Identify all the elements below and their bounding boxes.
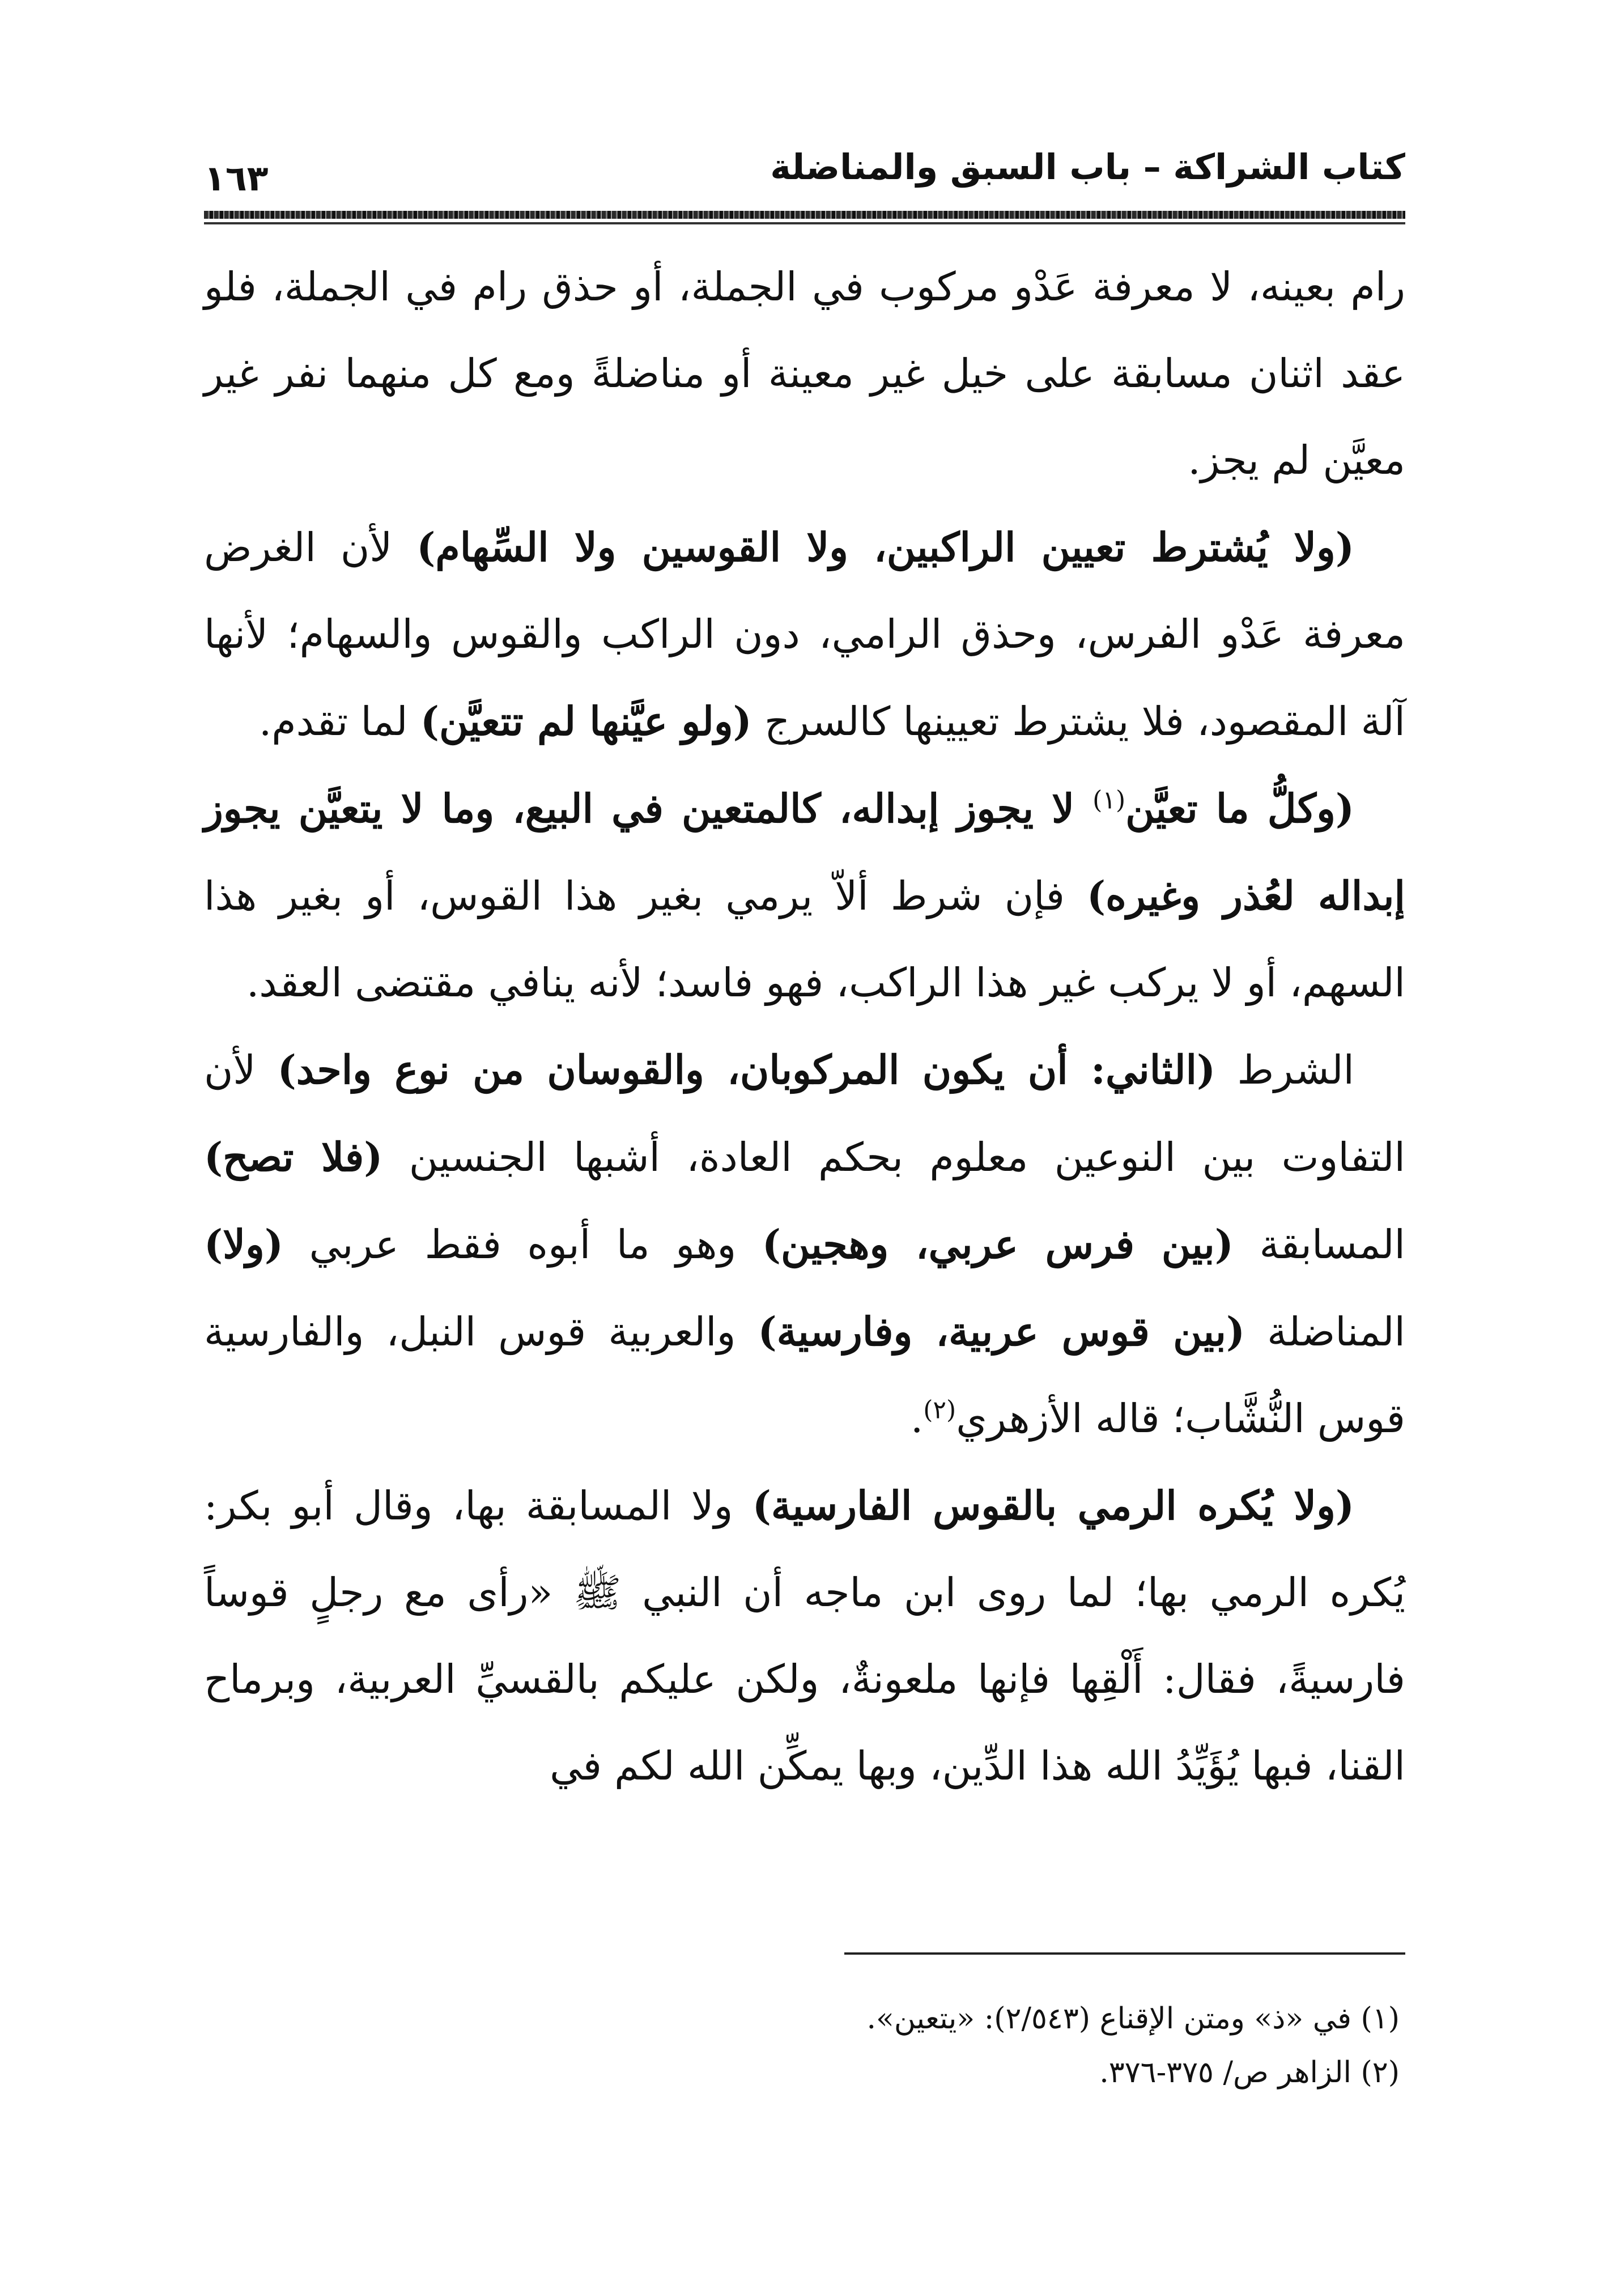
footnote: (٢) الزاهر ص/ ٣٧٥-٣٧٦. xyxy=(1099,2056,1400,2090)
header-title: كتاب الشراكة – باب السبق والمناضلة xyxy=(770,146,1405,188)
matn-text: (ولا) xyxy=(204,1221,283,1268)
footnote-marker[interactable]: (٢) xyxy=(923,1395,956,1425)
sharh-text: لما تقدم. xyxy=(258,698,420,745)
matn-text: (ولا يُشترط تعيين الراكبين، ولا القوسين ولا السِّهام) xyxy=(416,524,1354,571)
matn-text: (بين قوس عربية، وفارسية) xyxy=(758,1308,1245,1355)
matn-text: (بين فرس عربي، وهجين) xyxy=(762,1221,1234,1268)
matn-text: (فلا تصح) xyxy=(204,1133,383,1181)
paragraph xyxy=(204,244,1405,504)
paragraph xyxy=(204,504,1405,765)
sharh-text: الشرط xyxy=(1215,1047,1354,1093)
sharh-text: . xyxy=(910,1395,924,1442)
matn-text: لا يجوز إبداله، كالمتعين في البيع، وما لا يتعيَّن يجوز إبداله لعُذر وغيره) xyxy=(204,785,1405,919)
header-rule-thin xyxy=(204,222,1405,224)
sharh-text: المسابقة xyxy=(1233,1221,1405,1268)
matn-text: (وكلُّ ما تعيَّن xyxy=(1125,785,1354,832)
sharh-text: المناضلة xyxy=(1245,1309,1405,1355)
sharh-text: رام بعينه، لا معرفة عَدْو مركوب في الجملة، أو حذق رام في الجملة، فلو عقد اثنان مسابقة على خيل غير معينة أو مناضلةً ومع كل منهما نفر غير معيَّن لم يجز. xyxy=(204,264,1405,483)
paragraph xyxy=(204,1462,1405,1810)
footnotes xyxy=(680,1992,1400,2100)
body-text xyxy=(204,244,1405,1810)
footnote-marker[interactable]: (١) xyxy=(1092,785,1126,815)
running-header xyxy=(204,142,1405,199)
sharh-text: ولا المسابقة بها، وقال أبو بكر: يُكره الرمي بها؛ لما روى ابن ماجه أن النبي ﷺ «رأى مع رجلٍ قوساً فارسيةً، فقال: أَلْقِها فإنها ملعونةٌ، ولكن عليكم بالقسيِّ العربية، وبرماح القنا، فبها يُؤَيِّدُ الله هذا الدِّين، وبها يمكِّن الله لكم في xyxy=(204,1483,1405,1789)
matn-text: (الثاني: أن يكون المركوبان، والقوسان من نوع واحد) xyxy=(277,1046,1216,1093)
sharh-text: فإن شرط ألاّ يرمي بغير هذا القوس، أو بغير هذا السهم، أو لا يركب غير هذا الراكب، فهو فاسد؛ لأنه ينافي مقتضى العقد. xyxy=(204,873,1405,1006)
footnote-separator xyxy=(844,1952,1405,1955)
sharh-text: لأن التفاوت بين النوعين معلوم بحكم العادة، أشبها الجنسين xyxy=(204,1047,1405,1181)
matn-text: (ولا يُكره الرمي بالقوس الفارسية) xyxy=(752,1482,1354,1529)
footnote: (١) في «ذ» ومتن الإقناع (٢/٥٤٣): «يتعين». xyxy=(866,2002,1400,2036)
sharh-text: لأن الغرض معرفة عَدْو الفرس، وحذق الرامي، دون الراكب والقوس والسهام؛ لأنها آلة المقصود، فلا يشترط تعيينها كالسرج xyxy=(204,524,1405,745)
paragraph xyxy=(204,1026,1405,1462)
paragraph xyxy=(204,765,1405,1026)
page-number: ١٦٣ xyxy=(204,158,269,199)
header-rule xyxy=(204,211,1405,219)
matn-text: (ولو عيَّنها لم تتعيَّن) xyxy=(420,698,752,745)
sharh-text: وهو ما أبوه فقط عربي xyxy=(283,1221,762,1268)
sharh-text: والعربية قوس النبل، والفارسية قوس النُّشَّاب؛ قاله الأزهري xyxy=(204,1309,1405,1442)
